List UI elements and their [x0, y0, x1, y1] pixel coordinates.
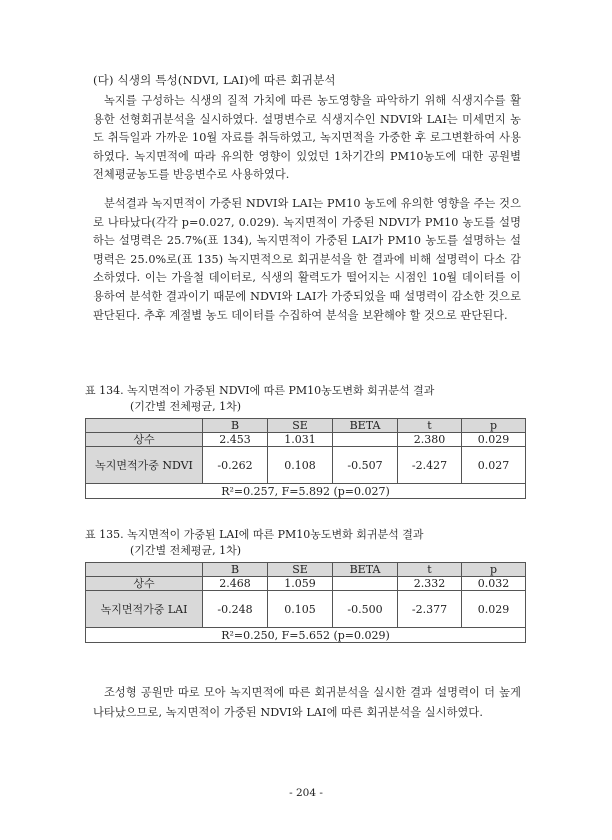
table-134-subtitle: (기간별 전체평균, 1차) [130, 400, 242, 413]
table-135-subtitle: (기간별 전체평균, 1차) [130, 544, 242, 557]
table-135-title: 표 135. 녹지면적이 가중된 LAI에 따른 PM10농도변화 회귀분석 결과 [85, 528, 424, 541]
header-se: SE [268, 563, 333, 577]
cell-var-beta: -0.500 [333, 591, 398, 628]
cell-var-se: 0.108 [268, 447, 333, 484]
header-se: SE [268, 419, 333, 433]
table-row-constant [86, 577, 526, 591]
header-corner [86, 419, 203, 433]
table-footer-stats: R²=0.257, F=5.892 (p=0.027) [86, 484, 526, 499]
header-beta: BETA [333, 419, 398, 433]
table-row-constant [86, 433, 526, 447]
table-header-row [86, 419, 526, 433]
header-corner [86, 563, 203, 577]
header-p: p [462, 563, 526, 577]
page-number: - 204 - [289, 787, 323, 799]
table-135-caption [85, 527, 424, 559]
cell-var-t: -2.377 [398, 591, 462, 628]
cell-var-beta: -0.507 [333, 447, 398, 484]
paragraph-conclusion: 조성형 공원만 따로 모아 녹지면적에 따른 회귀분석을 실시한 결과 설명력이 더 높게 나타났으므로, 녹지면적이 가중된 NDVI와 LAI에 따른 회귀분석을 실시하였다. [93, 686, 521, 719]
table-134-caption [85, 383, 434, 415]
cell-var-p: 0.029 [462, 591, 526, 628]
table-134-title: 표 134. 녹지면적이 가중된 NDVI에 따른 PM10농도변화 회귀분석 결과 [85, 384, 435, 397]
cell-const-beta [333, 577, 398, 591]
row-label-variable: 녹지면적가중 LAI [86, 591, 203, 628]
cell-var-t: -2.427 [398, 447, 462, 484]
header-t: t [398, 563, 462, 577]
cell-var-b: -0.262 [203, 447, 268, 484]
cell-var-se: 0.105 [268, 591, 333, 628]
section-heading: (다) 식생의 특성(NDVI, LAI)에 따른 회귀분석 [93, 73, 336, 87]
table-header-row [86, 563, 526, 577]
cell-const-se: 1.059 [268, 577, 333, 591]
table-134 [85, 418, 526, 499]
header-p: p [462, 419, 526, 433]
table-135 [85, 562, 526, 643]
cell-const-b: 2.453 [203, 433, 268, 447]
cell-var-p: 0.027 [462, 447, 526, 484]
row-label-constant: 상수 [86, 433, 203, 447]
cell-const-se: 1.031 [268, 433, 333, 447]
header-beta: BETA [333, 563, 398, 577]
header-t: t [398, 419, 462, 433]
cell-const-p: 0.029 [462, 433, 526, 447]
cell-const-p: 0.032 [462, 577, 526, 591]
table-row-variable [86, 591, 526, 628]
cell-const-b: 2.468 [203, 577, 268, 591]
cell-var-b: -0.248 [203, 591, 268, 628]
table-footer-row [86, 628, 526, 643]
paragraph-method: 녹지를 구성하는 식생의 질적 가치에 따른 농도영향을 파악하기 위해 식생지수를 활용한 선형회귀분석을 실시하였다. 설명변수로 식생지수인 NDVI와 LAI는 미세먼지 농도 취득일과 가까운 10월 자료를 취득하였고, 녹지면적을 가중한 후 로그변환하여 사용하였다. 녹지면적에 따라 유의한 영향이 있었던 1차기간의 PM10농도에 대한 공원별 전체평균농도를 반응변수로 사용하였다. [93, 94, 521, 182]
cell-const-t: 2.380 [398, 433, 462, 447]
header-b: B [203, 419, 268, 433]
row-label-variable: 녹지면적가중 NDVI [86, 447, 203, 484]
table-footer-row [86, 484, 526, 499]
header-b: B [203, 563, 268, 577]
row-label-constant: 상수 [86, 577, 203, 591]
cell-const-beta [333, 433, 398, 447]
cell-const-t: 2.332 [398, 577, 462, 591]
table-row-variable [86, 447, 526, 484]
table-footer-stats: R²=0.250, F=5.652 (p=0.029) [86, 628, 526, 643]
paragraph-results: 분석결과 녹지면적이 가중된 NDVI와 LAI는 PM10 농도에 유의한 영향을 주는 것으로 나타났다(각각 p=0.027, 0.029). 녹지면적이 가중된 NDVI가 PM10 농도를 설명하는 설명력은 25.7%(표 134), 녹지면적이 가중된 LAI가 PM10 농도를 설명하는 설명력은 25.0%로(표 135) 녹지면적으로 회귀분석을 한 결과에 비해 설명력이 다소 감소하였다. 이는 가을철 데이터로, 식생의 활력도가 떨어지는 시점인 10월 데이터를 이용하여 분석한 결과이기 때문에 NDVI와 LAI가 가중되었을 때 설명력이 감소한 것으로 판단된다. 추후 계절별 농도 데이터를 수집하여 분석을 보완해야 할 것으로 판단된다. [93, 197, 521, 322]
